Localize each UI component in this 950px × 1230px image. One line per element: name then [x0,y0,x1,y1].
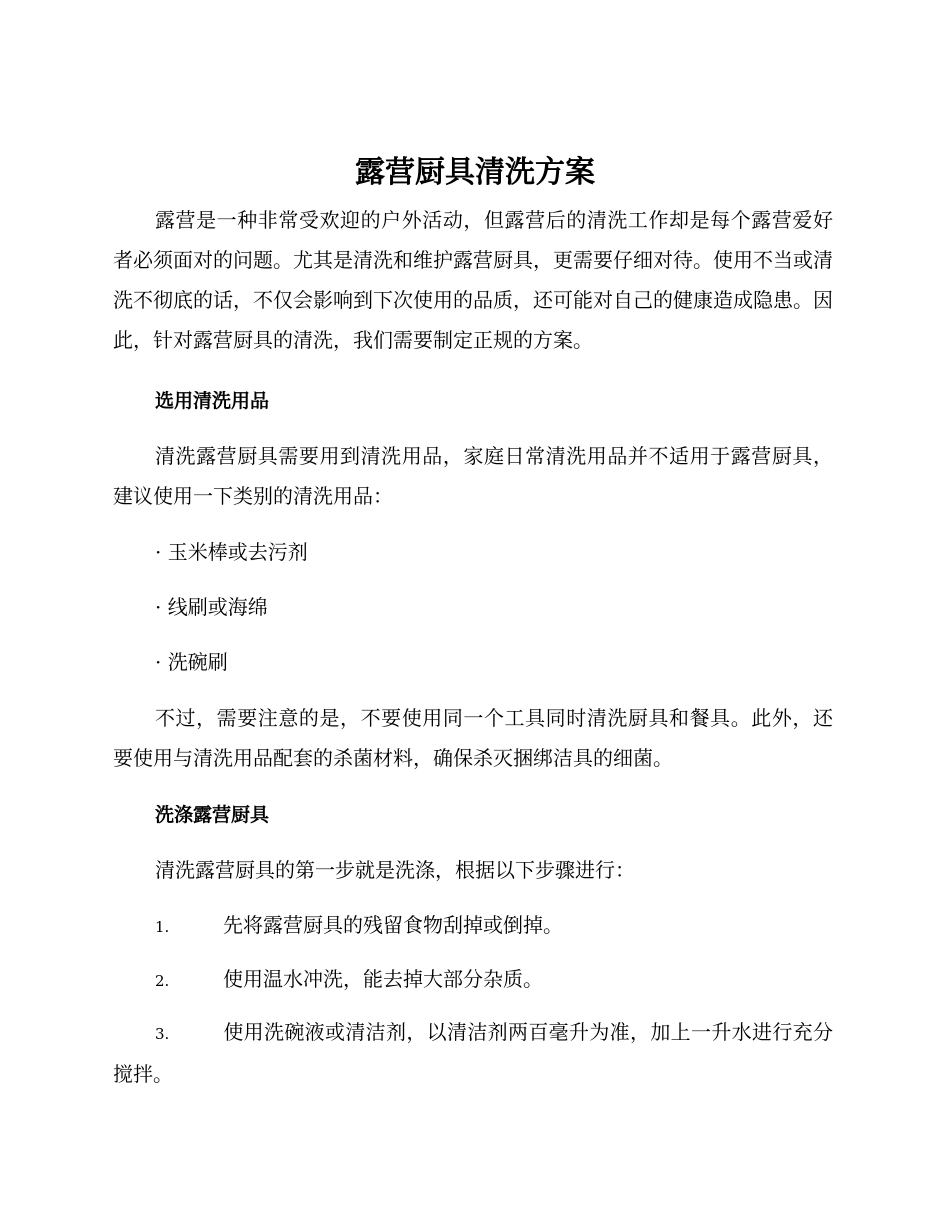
step-item [113,956,833,1004]
section-heading-cleaning-supplies: 选用清洗用品 [155,390,270,412]
step-item [113,1012,833,1094]
step-text: 使用洗碗液或清洁剂，以清洁剂两百毫升为准，加上一升水进行充分搅拌。 [113,1020,833,1086]
step-item [113,902,833,950]
section-heading-washing: 洗涤露营厨具 [155,804,270,826]
note-paragraph: 不过，需要注意的是，不要使用同一个工具同时清洗厨具和餐具。此外，还要使用与清洗用品配套的杀菌材料，确保杀灭捆绑洁具的细菌。 [113,706,833,770]
document-title: 露营厨具清洗方案 [355,155,595,190]
intro-paragraph: 露营是一种非常受欢迎的户外活动，但露营后的清洗工作却是每个露营爱好者必须面对的问题。尤其是清洗和维护露营厨具，更需要仔细对待。使用不当或清洗不彻底的话，不仅会影响到下次使用的品质，还可能对自己的健康造成隐患。因此，针对露营厨具的清洗，我们需要制定正规的方案。 [113,208,833,352]
list-item: · 线刷或海绵 [155,595,268,619]
step-text: 先将露营厨具的残留食物刮掉或倒掉。 [223,913,563,937]
step-number: 3. [155,1025,170,1043]
washing-paragraph: 清洗露营厨具的第一步就是洗涤，根据以下步骤进行： [155,858,635,882]
step-number: 2. [155,972,170,990]
step-text: 使用温水冲洗，能去掉大部分杂质。 [223,967,543,991]
list-item: · 玉米棒或去污剂 [155,540,308,564]
step-number: 1. [155,918,170,936]
cleaning-supplies-paragraph: 清洗露营厨具需要用到清洗用品，家庭日常清洗用品并不适用于露营厨具，建议使用一下类别的清洗用品： [113,444,833,508]
list-item: · 洗碗刷 [155,650,228,674]
